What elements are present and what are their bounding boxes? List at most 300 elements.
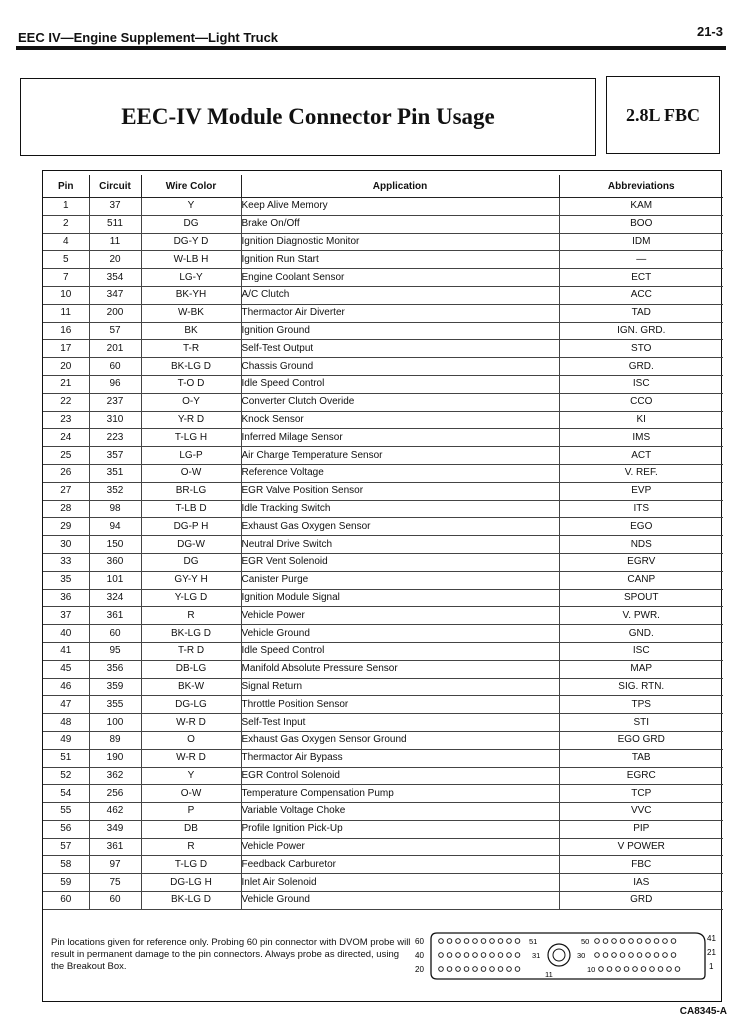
- engine-box: [606, 76, 720, 154]
- circuit-cell: 95: [89, 642, 141, 660]
- table-row: [43, 642, 723, 660]
- circuit-cell: 360: [89, 553, 141, 571]
- pin-cell: 30: [43, 536, 89, 554]
- connector-pin-dot: [439, 939, 444, 944]
- table-row: [43, 233, 723, 251]
- connector-outline: [431, 933, 705, 979]
- pin-cell: 40: [43, 625, 89, 643]
- table-body: [43, 198, 723, 910]
- pin-cell: 45: [43, 660, 89, 678]
- connector-pin-dot: [481, 967, 486, 972]
- pin-cell: 52: [43, 767, 89, 785]
- circuit-cell: 97: [89, 856, 141, 874]
- wire-color-cell: P: [141, 803, 241, 821]
- engine-label: 2.8L FBC: [625, 104, 700, 125]
- abbreviation-cell: ISC: [559, 642, 723, 660]
- connector-pin-dot: [603, 939, 608, 944]
- wire-color-cell: GY-Y H: [141, 571, 241, 589]
- circuit-cell: 352: [89, 482, 141, 500]
- pin-cell: 37: [43, 607, 89, 625]
- application-cell: Idle Speed Control: [241, 375, 559, 393]
- pin-cell: 29: [43, 518, 89, 536]
- wire-color-cell: BK-YH: [141, 286, 241, 304]
- figure-code: CA8345-A: [679, 1006, 727, 1017]
- connector-pin-dot: [629, 953, 634, 958]
- circuit-cell: 37: [89, 198, 141, 216]
- wire-color-cell: W-R D: [141, 749, 241, 767]
- connector-pin-dot: [515, 953, 520, 958]
- abbreviation-cell: TCP: [559, 785, 723, 803]
- circuit-cell: 75: [89, 874, 141, 892]
- connector-diagram: [415, 925, 715, 985]
- connector-pin-dot: [603, 953, 608, 958]
- circuit-cell: 57: [89, 322, 141, 340]
- abbreviation-cell: KI: [559, 411, 723, 429]
- pin-cell: 46: [43, 678, 89, 696]
- abbreviation-cell: GRD.: [559, 358, 723, 376]
- connector-pin-dot: [481, 953, 486, 958]
- table-row: [43, 607, 723, 625]
- abbreviation-cell: V. REF.: [559, 464, 723, 482]
- pin-cell: 25: [43, 447, 89, 465]
- abbreviation-cell: EGRC: [559, 767, 723, 785]
- abbreviation-cell: NDS: [559, 536, 723, 554]
- header-wire-color: Wire Color: [141, 175, 241, 198]
- table-row: [43, 340, 723, 358]
- application-cell: Engine Coolant Sensor: [241, 269, 559, 287]
- application-cell: Inferred Milage Sensor: [241, 429, 559, 447]
- pin-cell: 54: [43, 785, 89, 803]
- pin-cell: 24: [43, 429, 89, 447]
- connector-pin-dot: [663, 953, 668, 958]
- connector-pin-dot: [490, 939, 495, 944]
- connector-pin-dot: [624, 967, 629, 972]
- wire-color-cell: O: [141, 731, 241, 749]
- pin-cell: 7: [43, 269, 89, 287]
- connector-pin-dot: [447, 953, 452, 958]
- table-row: [43, 500, 723, 518]
- application-cell: Vehicle Ground: [241, 892, 559, 910]
- wire-color-cell: W-R D: [141, 714, 241, 732]
- table-row: [43, 322, 723, 340]
- application-cell: Thermactor Air Diverter: [241, 304, 559, 322]
- application-cell: Self-Test Output: [241, 340, 559, 358]
- pin-cell: 2: [43, 215, 89, 233]
- pin-cell: 1: [43, 198, 89, 216]
- connector-pin-dot: [490, 967, 495, 972]
- circuit-cell: 98: [89, 500, 141, 518]
- connector-pin-dot: [595, 953, 600, 958]
- abbreviation-cell: V. PWR.: [559, 607, 723, 625]
- circuit-cell: 11: [89, 233, 141, 251]
- connector-pin-dot: [481, 939, 486, 944]
- table-row: [43, 251, 723, 269]
- wire-color-cell: DG-P H: [141, 518, 241, 536]
- pin-cell: 57: [43, 838, 89, 856]
- pin-usage-frame: [42, 170, 722, 1002]
- header-pin: Pin: [43, 175, 89, 198]
- table-header-row: [43, 175, 723, 198]
- application-cell: Ignition Run Start: [241, 251, 559, 269]
- pin-cell: 26: [43, 464, 89, 482]
- circuit-cell: 150: [89, 536, 141, 554]
- connector-pin-dot: [641, 967, 646, 972]
- wire-color-cell: T-R: [141, 340, 241, 358]
- abbreviation-cell: EVP: [559, 482, 723, 500]
- application-cell: Idle Tracking Switch: [241, 500, 559, 518]
- connector-pin-dot: [671, 953, 676, 958]
- abbreviation-cell: GRD: [559, 892, 723, 910]
- circuit-cell: 354: [89, 269, 141, 287]
- circuit-cell: 355: [89, 696, 141, 714]
- connector-pin-dot: [456, 939, 461, 944]
- abbreviation-cell: TAB: [559, 749, 723, 767]
- pin-cell: 47: [43, 696, 89, 714]
- pin-cell: 56: [43, 820, 89, 838]
- connector-pin-dot: [637, 953, 642, 958]
- application-cell: Manifold Absolute Pressure Sensor: [241, 660, 559, 678]
- circuit-cell: 361: [89, 607, 141, 625]
- pin-cell: 48: [43, 714, 89, 732]
- table-row: [43, 696, 723, 714]
- connector-pin-dot: [473, 967, 478, 972]
- circuit-cell: 100: [89, 714, 141, 732]
- circuit-cell: 60: [89, 625, 141, 643]
- circuit-cell: 60: [89, 892, 141, 910]
- application-cell: Variable Voltage Choke: [241, 803, 559, 821]
- abbreviation-cell: TAD: [559, 304, 723, 322]
- application-cell: EGR Control Solenoid: [241, 767, 559, 785]
- connector-pin-dot: [658, 967, 663, 972]
- table-row: [43, 304, 723, 322]
- connector-pin-dot: [646, 953, 651, 958]
- table-row: [43, 429, 723, 447]
- pin-usage-table: [43, 175, 723, 910]
- application-cell: Self-Test Input: [241, 714, 559, 732]
- abbreviation-cell: CANP: [559, 571, 723, 589]
- circuit-cell: 190: [89, 749, 141, 767]
- connector-pin-dot: [464, 967, 469, 972]
- wire-color-cell: Y: [141, 767, 241, 785]
- table-row: [43, 749, 723, 767]
- connector-label-51: 51: [529, 937, 538, 946]
- abbreviation-cell: STI: [559, 714, 723, 732]
- abbreviation-cell: IDM: [559, 233, 723, 251]
- application-cell: Temperature Compensation Pump: [241, 785, 559, 803]
- connector-pin-dot: [473, 953, 478, 958]
- abbreviation-cell: FBC: [559, 856, 723, 874]
- circuit-cell: 349: [89, 820, 141, 838]
- wire-color-cell: W-BK: [141, 304, 241, 322]
- circuit-cell: 359: [89, 678, 141, 696]
- application-cell: Throttle Position Sensor: [241, 696, 559, 714]
- abbreviation-cell: EGO GRD: [559, 731, 723, 749]
- pin-cell: 21: [43, 375, 89, 393]
- application-cell: EGR Vent Solenoid: [241, 553, 559, 571]
- connector-pin-dot: [456, 967, 461, 972]
- circuit-cell: 101: [89, 571, 141, 589]
- pin-cell: 59: [43, 874, 89, 892]
- connector-pin-dot: [650, 967, 655, 972]
- connector-pin-dot: [607, 967, 612, 972]
- table-row: [43, 198, 723, 216]
- table-row: [43, 678, 723, 696]
- connector-label-10: 10: [587, 965, 596, 974]
- abbreviation-cell: ECT: [559, 269, 723, 287]
- application-cell: Neutral Drive Switch: [241, 536, 559, 554]
- wire-color-cell: LG-Y: [141, 269, 241, 287]
- connector-pin-dot: [490, 953, 495, 958]
- table-row: [43, 820, 723, 838]
- application-cell: Ignition Ground: [241, 322, 559, 340]
- table-row: [43, 785, 723, 803]
- connector-pin-dot: [654, 939, 659, 944]
- pin-cell: 28: [43, 500, 89, 518]
- circuit-cell: 310: [89, 411, 141, 429]
- connector-pin-dot: [507, 967, 512, 972]
- abbreviation-cell: MAP: [559, 660, 723, 678]
- connector-label-left-top: 60: [415, 937, 424, 946]
- connector-pin-dot: [616, 967, 621, 972]
- table-row: [43, 411, 723, 429]
- table-row: [43, 767, 723, 785]
- wire-color-cell: T-R D: [141, 642, 241, 660]
- abbreviation-cell: ISC: [559, 375, 723, 393]
- table-row: [43, 393, 723, 411]
- circuit-cell: 201: [89, 340, 141, 358]
- wire-color-cell: BK-W: [141, 678, 241, 696]
- application-cell: Keep Alive Memory: [241, 198, 559, 216]
- wire-color-cell: BR-LG: [141, 482, 241, 500]
- table-row: [43, 803, 723, 821]
- connector-pin-dot: [620, 939, 625, 944]
- table-row: [43, 892, 723, 910]
- table-row: [43, 286, 723, 304]
- wire-color-cell: Y-LG D: [141, 589, 241, 607]
- wire-color-cell: Y: [141, 198, 241, 216]
- pin-cell: 35: [43, 571, 89, 589]
- connector-pin-dot: [498, 939, 503, 944]
- pin-cell: 51: [43, 749, 89, 767]
- table-row: [43, 518, 723, 536]
- circuit-cell: 96: [89, 375, 141, 393]
- connector-pin-dot: [675, 967, 680, 972]
- connector-pin-dot: [464, 953, 469, 958]
- table-row: [43, 731, 723, 749]
- connector-pin-dot: [667, 967, 672, 972]
- wire-color-cell: DG-LG H: [141, 874, 241, 892]
- circuit-cell: 462: [89, 803, 141, 821]
- wire-color-cell: DG-Y D: [141, 233, 241, 251]
- application-cell: Ignition Diagnostic Monitor: [241, 233, 559, 251]
- header-circuit: Circuit: [89, 175, 141, 198]
- circuit-cell: 20: [89, 251, 141, 269]
- application-cell: EGR Valve Position Sensor: [241, 482, 559, 500]
- abbreviation-cell: EGRV: [559, 553, 723, 571]
- pin-cell: 22: [43, 393, 89, 411]
- connector-label-30: 30: [577, 951, 586, 960]
- circuit-cell: 89: [89, 731, 141, 749]
- application-cell: Canister Purge: [241, 571, 559, 589]
- abbreviation-cell: IMS: [559, 429, 723, 447]
- wire-color-cell: DB: [141, 820, 241, 838]
- probe-warning-note: Pin locations given for reference only. Probing 60 pin connector with DVOM probe will result in permanent damage to the pin connectors. Always probe as directed, using the Breakout Box.: [51, 937, 411, 972]
- abbreviation-cell: ACT: [559, 447, 723, 465]
- wire-color-cell: BK: [141, 322, 241, 340]
- connector-label-11: 11: [545, 970, 553, 979]
- wire-color-cell: R: [141, 607, 241, 625]
- wire-color-cell: LG-P: [141, 447, 241, 465]
- wire-color-cell: DG-W: [141, 536, 241, 554]
- wire-color-cell: DG: [141, 553, 241, 571]
- application-cell: Thermactor Air Bypass: [241, 749, 559, 767]
- abbreviation-cell: EGO: [559, 518, 723, 536]
- table-row: [43, 482, 723, 500]
- abbreviation-cell: GND.: [559, 625, 723, 643]
- application-cell: Reference Voltage: [241, 464, 559, 482]
- connector-pin-dot: [646, 939, 651, 944]
- circuit-cell: 223: [89, 429, 141, 447]
- wire-color-cell: BK-LG D: [141, 625, 241, 643]
- table-row: [43, 838, 723, 856]
- connector-pin-dot: [671, 939, 676, 944]
- abbreviation-cell: VVC: [559, 803, 723, 821]
- connector-pin-dot: [654, 953, 659, 958]
- connector-pin-dot: [599, 967, 604, 972]
- abbreviation-cell: KAM: [559, 198, 723, 216]
- connector-pin-dot: [439, 967, 444, 972]
- connector-pin-dot: [447, 967, 452, 972]
- connector-pin-dot: [447, 939, 452, 944]
- application-cell: Vehicle Power: [241, 607, 559, 625]
- pin-cell: 16: [43, 322, 89, 340]
- wire-color-cell: T-LG H: [141, 429, 241, 447]
- page-header-title: EEC IV—Engine Supplement—Light Truck: [18, 30, 279, 45]
- table-row: [43, 358, 723, 376]
- connector-label-left-bot: 20: [415, 965, 424, 974]
- connector-label-left-mid: 40: [415, 951, 424, 960]
- wire-color-cell: W-LB H: [141, 251, 241, 269]
- circuit-cell: 511: [89, 215, 141, 233]
- wire-color-cell: BK-LG D: [141, 358, 241, 376]
- application-cell: Ignition Module Signal: [241, 589, 559, 607]
- abbreviation-cell: —: [559, 251, 723, 269]
- table-row: [43, 625, 723, 643]
- abbreviation-cell: ITS: [559, 500, 723, 518]
- abbreviation-cell: ACC: [559, 286, 723, 304]
- wire-color-cell: O-W: [141, 785, 241, 803]
- connector-pin-dot: [507, 953, 512, 958]
- application-cell: Vehicle Power: [241, 838, 559, 856]
- header-rule: [16, 46, 726, 50]
- connector-pin-dot: [612, 953, 617, 958]
- wire-color-cell: DG: [141, 215, 241, 233]
- application-cell: Air Charge Temperature Sensor: [241, 447, 559, 465]
- pin-cell: 11: [43, 304, 89, 322]
- wire-color-cell: T-LB D: [141, 500, 241, 518]
- page-title: EEC-IV Module Connector Pin Usage: [121, 104, 495, 129]
- pin-cell: 23: [43, 411, 89, 429]
- application-cell: A/C Clutch: [241, 286, 559, 304]
- wire-color-cell: O-W: [141, 464, 241, 482]
- application-cell: Converter Clutch Overide: [241, 393, 559, 411]
- table-row: [43, 375, 723, 393]
- application-cell: Brake On/Off: [241, 215, 559, 233]
- connector-pin-dot: [515, 967, 520, 972]
- page-number: 21-3: [696, 24, 723, 39]
- circuit-cell: 256: [89, 785, 141, 803]
- abbreviation-cell: IGN. GRD.: [559, 322, 723, 340]
- application-cell: Feedback Carburetor: [241, 856, 559, 874]
- pin-cell: 27: [43, 482, 89, 500]
- connector-pin-dot: [620, 953, 625, 958]
- connector-pin-dot: [663, 939, 668, 944]
- abbreviation-cell: STO: [559, 340, 723, 358]
- connector-pin-dot: [633, 967, 638, 972]
- connector-pin-dot: [629, 939, 634, 944]
- table-row: [43, 215, 723, 233]
- table-row: [43, 874, 723, 892]
- wire-color-cell: T-O D: [141, 375, 241, 393]
- table-row: [43, 571, 723, 589]
- pin-cell: 55: [43, 803, 89, 821]
- pin-cell: 17: [43, 340, 89, 358]
- wire-color-cell: Y-R D: [141, 411, 241, 429]
- connector-key-outer: [548, 944, 570, 966]
- table-row: [43, 660, 723, 678]
- application-cell: Idle Speed Control: [241, 642, 559, 660]
- application-cell: Vehicle Ground: [241, 625, 559, 643]
- abbreviation-cell: BOO: [559, 215, 723, 233]
- application-cell: Exhaust Gas Oxygen Sensor: [241, 518, 559, 536]
- circuit-cell: 60: [89, 358, 141, 376]
- pin-cell: 33: [43, 553, 89, 571]
- abbreviation-cell: TPS: [559, 696, 723, 714]
- circuit-cell: 362: [89, 767, 141, 785]
- table-row: [43, 714, 723, 732]
- connector-pin-dot: [507, 939, 512, 944]
- connector-pin-dot: [595, 939, 600, 944]
- circuit-cell: 94: [89, 518, 141, 536]
- connector-label-right-top: 41: [707, 934, 716, 943]
- application-cell: Signal Return: [241, 678, 559, 696]
- connector-label-right-bot: 1: [709, 962, 714, 971]
- circuit-cell: 356: [89, 660, 141, 678]
- title-box: [20, 78, 596, 156]
- wire-color-cell: R: [141, 838, 241, 856]
- table-row: [43, 589, 723, 607]
- abbreviation-cell: IAS: [559, 874, 723, 892]
- application-cell: Chassis Ground: [241, 358, 559, 376]
- pin-cell: 58: [43, 856, 89, 874]
- circuit-cell: 324: [89, 589, 141, 607]
- connector-label-50: 50: [581, 937, 590, 946]
- connector-pin-dot: [498, 953, 503, 958]
- table-row: [43, 553, 723, 571]
- pin-cell: 60: [43, 892, 89, 910]
- table-row: [43, 447, 723, 465]
- connector-label-right-mid: 21: [707, 948, 716, 957]
- table-row: [43, 464, 723, 482]
- pin-cell: 10: [43, 286, 89, 304]
- wire-color-cell: O-Y: [141, 393, 241, 411]
- application-cell: Exhaust Gas Oxygen Sensor Ground: [241, 731, 559, 749]
- wire-color-cell: DG-LG: [141, 696, 241, 714]
- abbreviation-cell: SPOUT: [559, 589, 723, 607]
- table-row: [43, 856, 723, 874]
- header-application: Application: [241, 175, 559, 198]
- pin-cell: 4: [43, 233, 89, 251]
